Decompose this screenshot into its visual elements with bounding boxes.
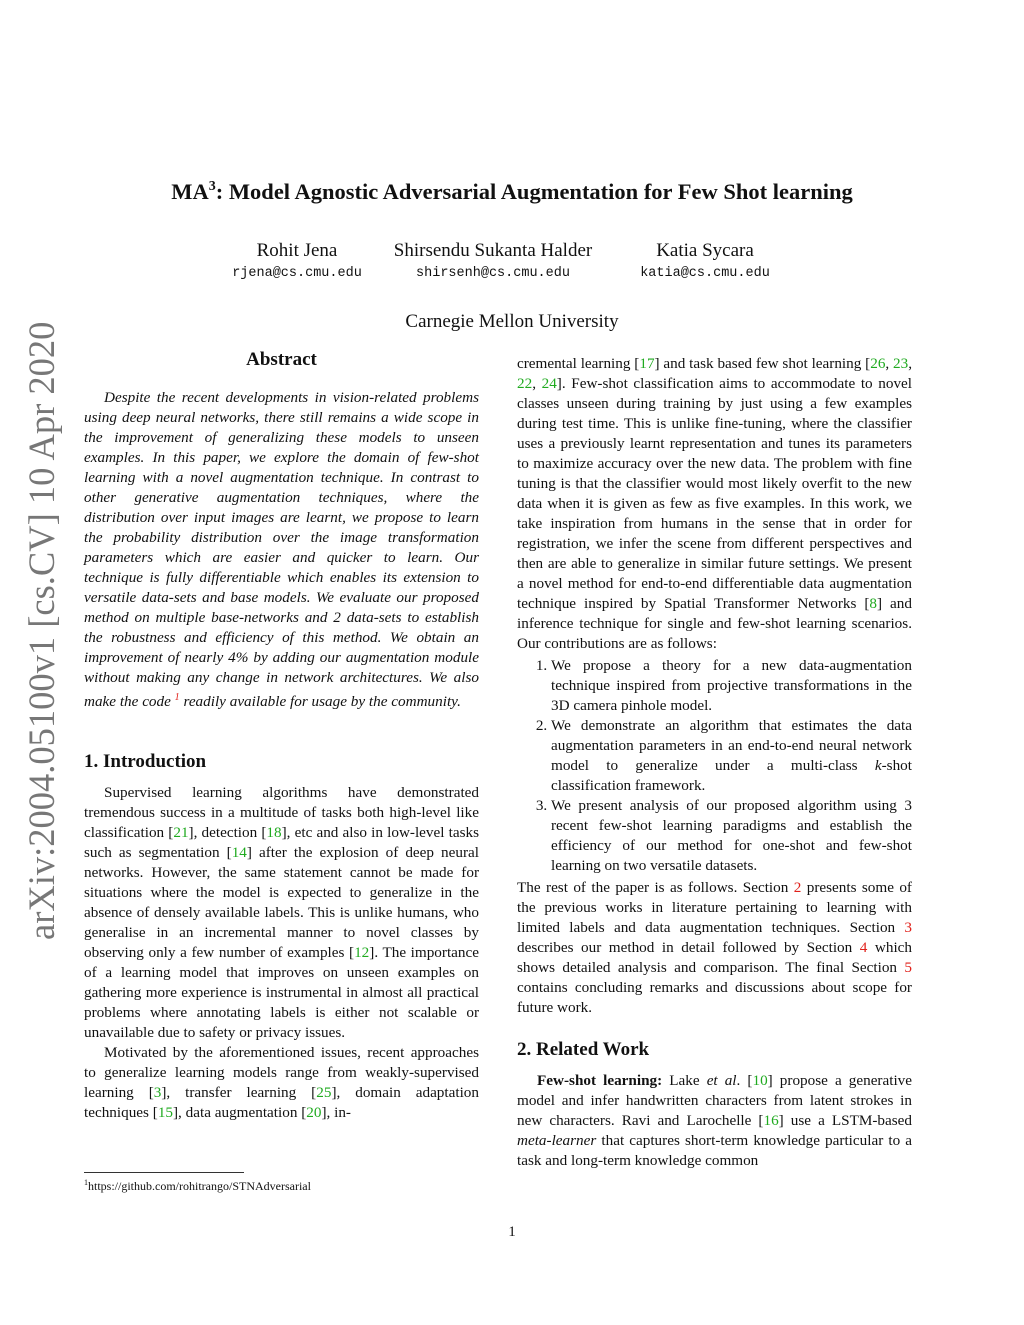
- author-email[interactable]: shirsenh@cs.cmu.edu: [416, 266, 570, 281]
- intro-paragraph-4: [517, 878, 912, 1018]
- text: ,: [885, 355, 894, 372]
- text: ] propose a generative model and infer handwritten characters from latent strokes in new characters. Ravi and Larochelle [: [517, 1072, 913, 1129]
- text: ] and task based few shot learning [: [654, 355, 871, 372]
- text: The rest of the paper is as follows. Section: [517, 879, 794, 896]
- text: We demonstrate an algorithm that estimates the data augmentation parameters in an end-to-end neural network model to generalize under a multi-class: [551, 717, 912, 774]
- text-italic: et al: [706, 1072, 737, 1089]
- section-link[interactable]: 5: [904, 959, 912, 976]
- citation-link[interactable]: 22: [517, 375, 533, 392]
- citation-link[interactable]: 23: [893, 355, 909, 372]
- author-name: Rohit Jena: [256, 240, 338, 261]
- text: ,: [908, 355, 913, 372]
- text: ], detection [: [188, 824, 267, 841]
- text: Supervised learning algorithms have demonstrated tremendous success in a multitude of tasks both high-level like classification [: [84, 784, 479, 841]
- intro-paragraph-3: [517, 354, 912, 654]
- right-column: [517, 354, 912, 1171]
- text: cremental learning [: [517, 355, 640, 372]
- citation-link[interactable]: 20: [306, 1104, 322, 1121]
- section-link[interactable]: 3: [904, 919, 912, 936]
- page-number: 1: [508, 1224, 516, 1240]
- abstract-text: [84, 388, 479, 712]
- author-email[interactable]: rjena@cs.cmu.edu: [232, 266, 362, 281]
- citation-link[interactable]: 16: [763, 1112, 779, 1129]
- section-link[interactable]: 4: [859, 939, 868, 956]
- author-email[interactable]: katia@cs.cmu.edu: [640, 266, 770, 281]
- citation-link[interactable]: 15: [157, 1104, 173, 1121]
- author-block-3: [615, 240, 795, 281]
- citation-link[interactable]: 17: [639, 355, 655, 372]
- text: ]. Few-shot classification aims to accommodate to novel classes unseen during training by just using a few examples during test time. This is unlike fine-tuning, where the classifier uses a previously learnt representation and tunes its parameters to maximize accuracy over the new data. The problem with fine tuning is that the classifier would most likely overfit to the new data when it is given as few as five examples. In this work, we take inspiration from humans in the sense that in order for registration, we infer the scene from different perspectives and then are able to generalize in similar future settings. We present a novel method for end-to-end differentiable data augmentation technique inspired by Spatial Transformer Networks [: [517, 375, 913, 612]
- text: -shot classification framework.: [551, 757, 912, 794]
- section-heading-related-work: 2. Related Work: [517, 1039, 650, 1060]
- author-name: Katia Sycara: [656, 240, 754, 261]
- intro-paragraph-1: [84, 783, 479, 1043]
- abstract-body-text: Despite the recent developments in vision-related problems using deep neural networks, there still remains a wide scope in the improvement of generalizing these models to unseen examples. In this paper, we explore the domain of few-shot learning with a novel augmentation technique. In contrast to other generative augmentation techniques, where the distribution over input images are learnt, we propose to learn the probability distribution over the image transformation parameters which are easier and quicker to learn. Our technique is fully differentiable which enables its extension to versatile data-sets and base models. We evaluate our proposed method on multiple base-networks and 2 data-sets to establish the robustness and efficiency of this method. We obtain an improvement of nearly 4% by adding our augmentation module without making any change in network architectures. We also make the code: [84, 389, 479, 710]
- text: ], etc and also in low-level tasks such as segmentation [: [84, 824, 480, 861]
- text: that captures short-term knowledge particular to a task and long-term knowledge common: [517, 1132, 912, 1169]
- author-block-1: [212, 240, 382, 281]
- text: which shows detailed analysis and comparison. The final Section: [517, 939, 912, 976]
- title-main: : Model Agnostic Adversarial Augmentation for Few Shot learning: [215, 179, 853, 204]
- citation-link[interactable]: 8: [869, 595, 878, 612]
- abstract-heading: Abstract: [246, 349, 317, 370]
- citation-link[interactable]: 24: [541, 375, 557, 392]
- list-item: [551, 796, 912, 876]
- author-name: Shirsendu Sukanta Halder: [393, 240, 593, 261]
- text: We present analysis of our proposed algorithm using 3 recent few-shot learning paradigms and establish the efficiency of our method for one-shot and few-shot learning on two versatile datasets.: [551, 797, 912, 874]
- citation-link[interactable]: 14: [231, 844, 247, 861]
- intro-paragraph-2: [84, 1043, 479, 1123]
- citation-link[interactable]: 10: [752, 1072, 768, 1089]
- footnote-number: 1: [84, 1178, 88, 1187]
- text: ], transfer learning [: [161, 1084, 317, 1101]
- text: ]. The importance of a learning model that improves on unseen examples on gathering more experience is instrumental in almost all practical problems where annotating labels is either not scalable or unavailable due to safety or privacy issues.: [84, 944, 479, 1041]
- footnote-url[interactable]: https://github.com/rohitrango/STNAdversarial: [88, 1179, 311, 1193]
- related-paragraph-1: [517, 1071, 912, 1171]
- citation-link[interactable]: 26: [870, 355, 886, 372]
- paper-title: [60, 172, 964, 207]
- list-item: [551, 716, 912, 796]
- text: Motivated by the aforementioned issues, recent approaches to generalize learning models range from weakly-supervised learning [: [84, 1044, 479, 1101]
- text: ], in-: [321, 1104, 351, 1121]
- paragraph-lead: Few-shot learning:: [537, 1072, 663, 1089]
- footnote-marker[interactable]: 1: [174, 692, 180, 703]
- left-column: [84, 350, 479, 1123]
- title-superscript: 3: [208, 179, 216, 194]
- text: contains concluding remarks and discussions about scope for future work.: [517, 979, 912, 1016]
- citation-link[interactable]: 3: [153, 1084, 162, 1101]
- math-k: k: [874, 757, 882, 774]
- citation-link[interactable]: 25: [316, 1084, 332, 1101]
- text: ], data augmentation [: [173, 1104, 307, 1121]
- citation-link[interactable]: 18: [266, 824, 282, 841]
- citation-link[interactable]: 12: [354, 944, 370, 961]
- contributions-list: [517, 656, 912, 876]
- arxiv-sidebar-id: arXiv:2004.05100v1 [cs.CV] 10 Apr 2020: [21, 321, 62, 940]
- text: presents some of the previous works in literature pertaining to learning with limited labels and data augmentation techniques. Section: [517, 879, 912, 936]
- section-heading-introduction: 1. Introduction: [84, 751, 207, 772]
- citation-link[interactable]: 21: [173, 824, 189, 841]
- text: Lake: [662, 1072, 707, 1089]
- title-prefix: MA: [171, 179, 209, 204]
- affiliation: Carnegie Mellon University: [405, 311, 619, 332]
- list-item: [551, 656, 912, 716]
- text: ,: [532, 375, 542, 392]
- text: ] after the explosion of deep neural networks. However, the same statement cannot be made for situations where the model is expected to generalize in the absence of densely available labels. This is unlike humans, who generalise in an incremental manner to novel classes by observing only a few number of examples [: [84, 844, 479, 961]
- text: We propose a theory for a new data-augmentation technique inspired from projective transformations in the 3D camera pinhole model.: [551, 657, 912, 714]
- text-italic: meta-learner: [517, 1132, 597, 1149]
- text: describes our method in detail followed by Section: [517, 939, 860, 956]
- text: ], domain adaptation techniques [: [84, 1084, 479, 1121]
- footnote-divider: [84, 1172, 244, 1173]
- section-link[interactable]: 2: [793, 879, 802, 896]
- abstract-body-end: readily available for usage by the community.: [179, 693, 461, 710]
- author-block-2: [378, 240, 608, 281]
- text: ] and inference technique for single and few-shot learning scenarios. Our contributions are as follows:: [517, 595, 912, 652]
- footnote: [84, 1178, 311, 1194]
- text: ] use a LSTM-based: [778, 1112, 912, 1129]
- text: . [: [736, 1072, 753, 1089]
